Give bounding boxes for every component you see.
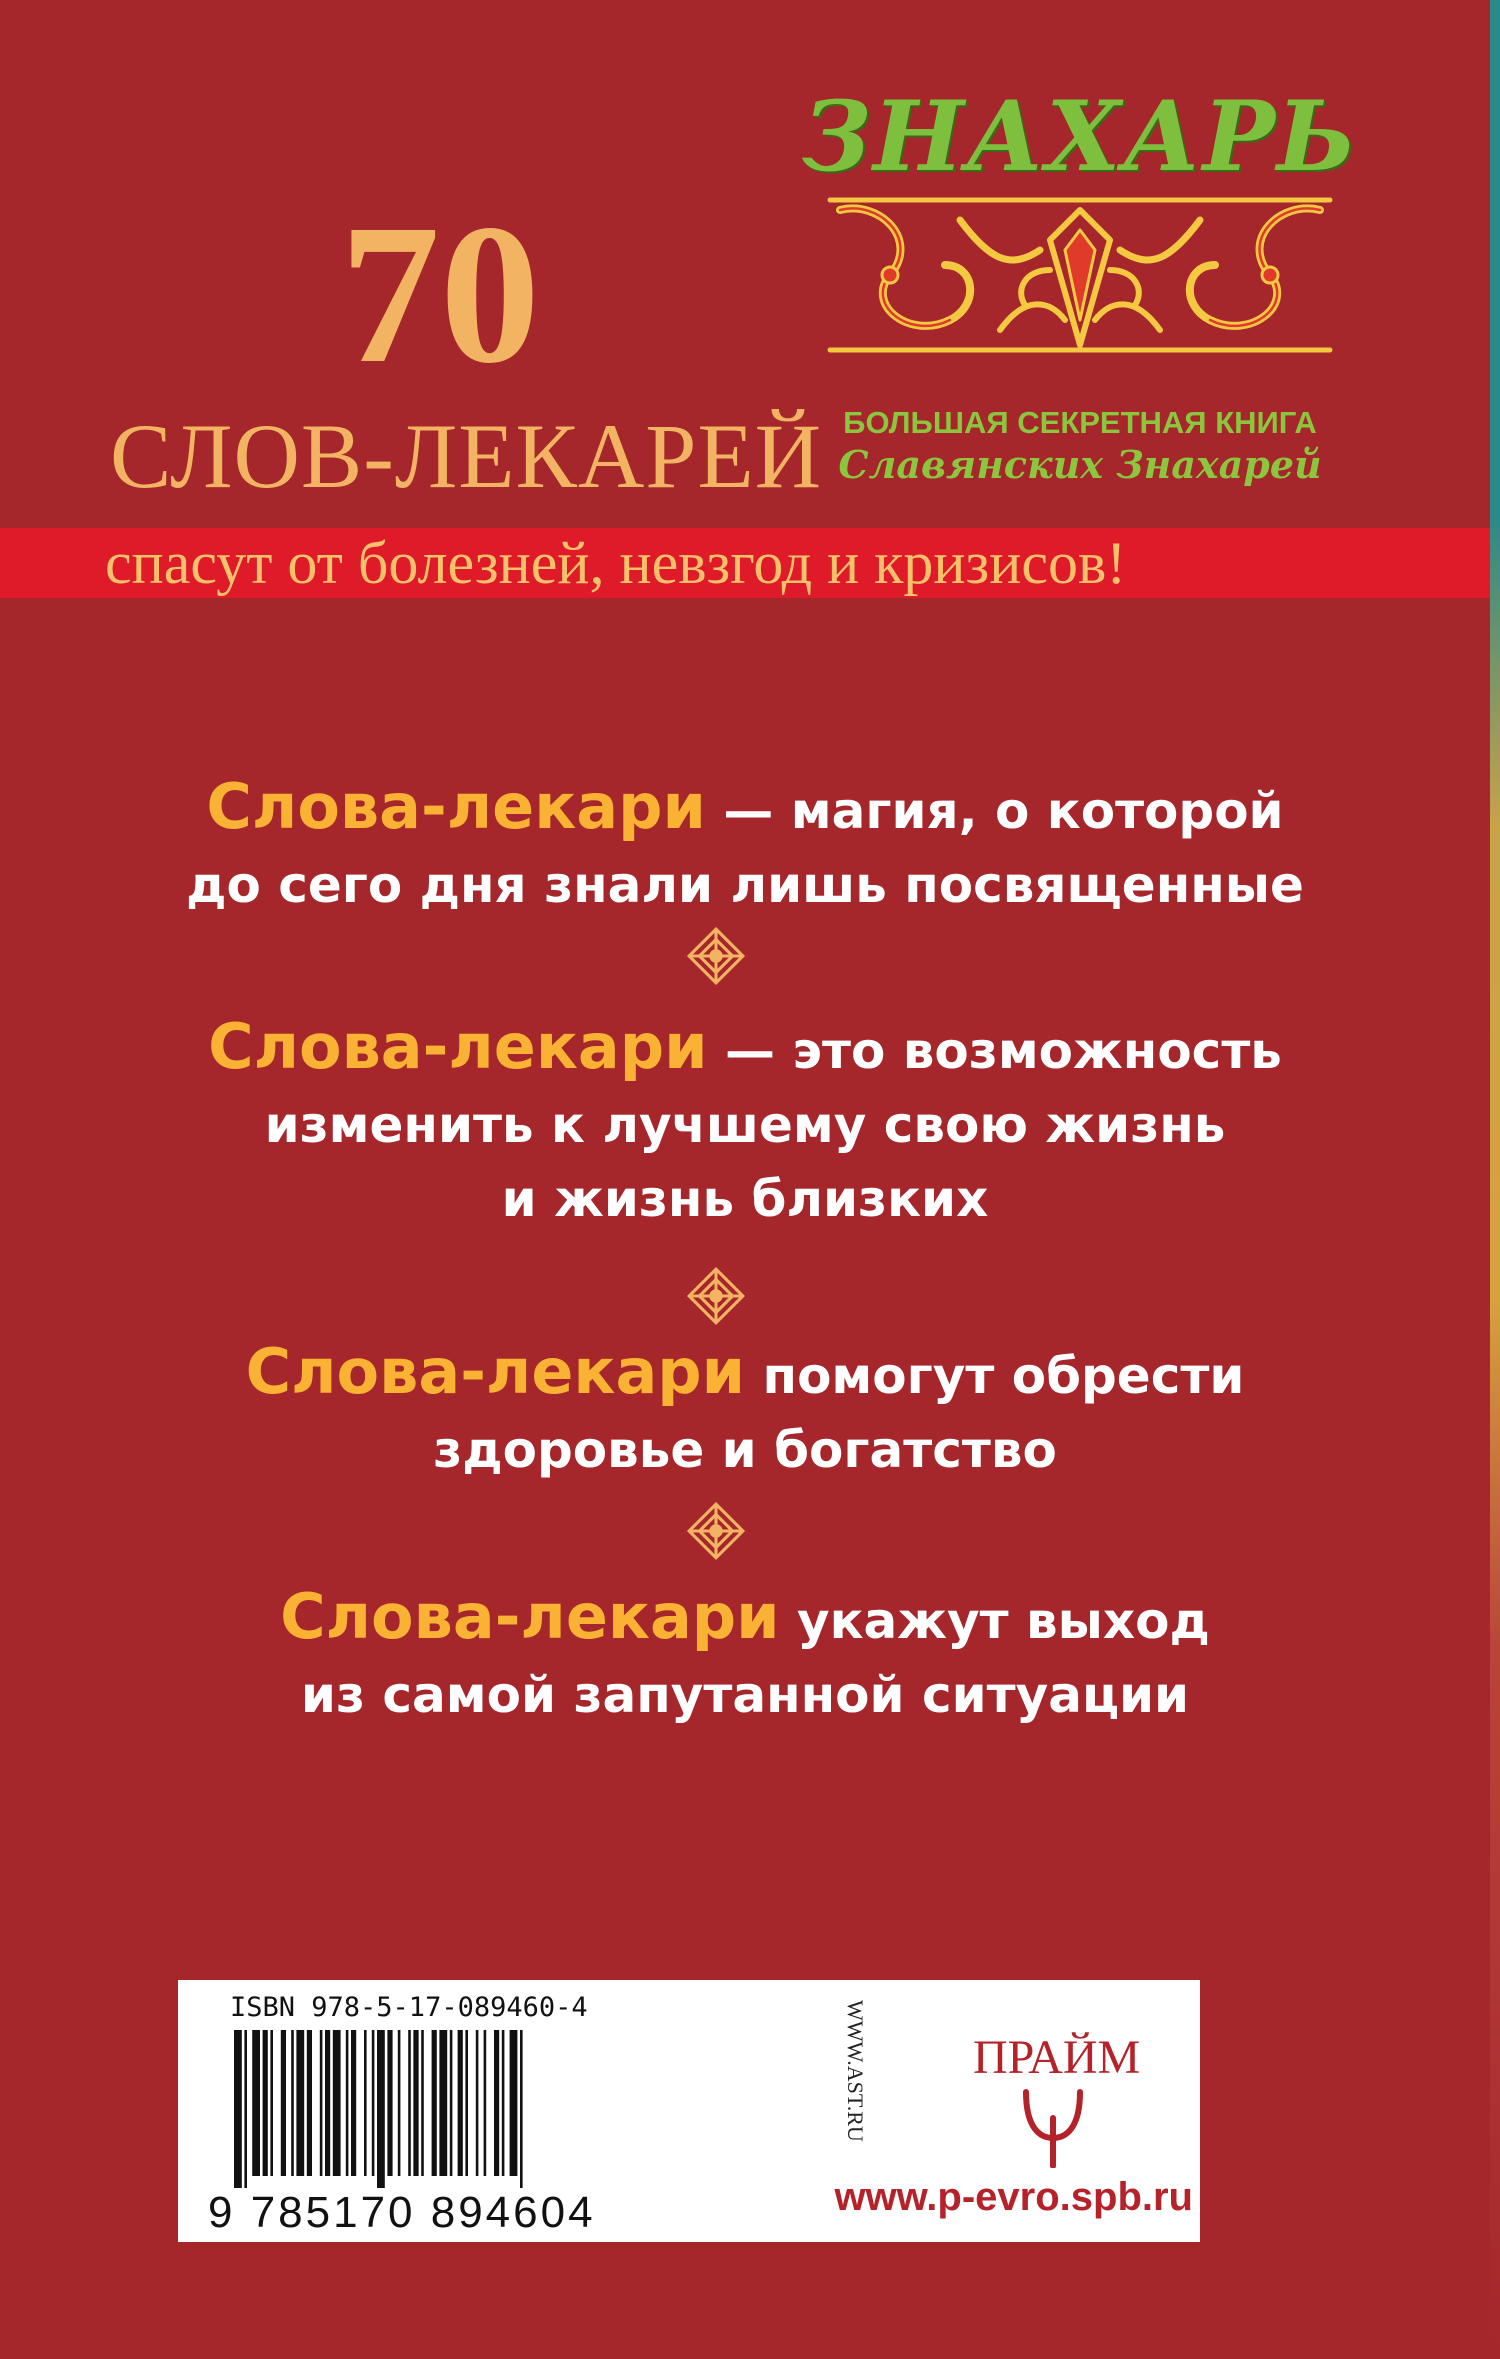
paragraph-line: до сего дня знали лишь посвященные	[186, 856, 1304, 914]
barcode-bar	[307, 2030, 312, 2176]
barcode-bar	[421, 2030, 424, 2176]
paragraph-highlight: Слова-лекари	[208, 1010, 708, 1083]
barcode-bar	[333, 2030, 341, 2176]
paragraph-line: здоровье и богатство	[433, 1421, 1057, 1479]
barcode-bar	[291, 2030, 294, 2176]
barcode-bar	[244, 2030, 247, 2188]
barcode-bar	[450, 2030, 453, 2176]
barcode-bar	[364, 2030, 367, 2176]
barcode-bar	[458, 2030, 463, 2176]
barcode-bar	[351, 2030, 356, 2176]
barcode-bar	[320, 2030, 323, 2176]
publisher-site-vertical: WWW.AST.RU	[843, 2000, 868, 2142]
barcode-bar	[377, 2030, 385, 2188]
barcode-bar	[281, 2030, 286, 2176]
barcode-bar	[346, 2030, 349, 2176]
barcode-bar	[465, 2030, 468, 2176]
barcode-bar	[325, 2030, 330, 2176]
barcode-bar	[252, 2030, 260, 2176]
barcode-bar	[398, 2030, 401, 2176]
barcode-bar	[510, 2030, 518, 2176]
barcode-bar	[413, 2030, 418, 2176]
paragraph-line: — магия, о которой	[705, 782, 1284, 840]
series-title: ЗНАХАРЬ	[801, 80, 1359, 193]
paragraph-line: помогут обрести	[745, 1347, 1245, 1405]
barcode-digits: 9 785170 894604	[208, 2188, 596, 2237]
barcode-bar	[520, 2030, 523, 2188]
paragraph-highlight: Слова-лекари	[206, 770, 706, 843]
paragraph-line: и жизнь близких	[501, 1170, 989, 1228]
paragraph-4	[0, 1580, 1490, 1732]
barcode-bar	[432, 2030, 437, 2176]
series-logo	[800, 80, 1360, 487]
paragraph-line: укажут выход	[779, 1592, 1210, 1650]
paragraph-2	[0, 1010, 1490, 1236]
headline-title: СЛОВ-ЛЕКАРЕЙ	[110, 405, 823, 507]
spine-edge	[1490, 0, 1500, 2359]
barcode-bar	[502, 2030, 505, 2176]
barcode-bar	[270, 2030, 273, 2176]
publisher-logo	[973, 2030, 1141, 2170]
paragraph-line: изменить к лучшему свою жизнь	[264, 1096, 1226, 1154]
barcode-bar	[408, 2030, 411, 2176]
barcode-bar	[439, 2030, 447, 2176]
headline-number: 70	[340, 184, 540, 405]
series-subtitle-line2: Славянских Знахарей	[838, 442, 1322, 487]
paragraph-line: — это возможность	[707, 1022, 1282, 1080]
barcode-panel	[178, 1980, 1200, 2242]
barcode-bar	[234, 2030, 242, 2188]
slavic-ornament-icon	[810, 180, 1350, 370]
barcode-bar	[484, 2030, 487, 2176]
publisher-name: ПРАЙМ	[973, 2031, 1141, 2084]
barcode-bar	[263, 2030, 268, 2176]
paragraph-1	[0, 770, 1490, 922]
barcode-bar	[372, 2030, 375, 2176]
series-subtitle-line1: БОЛЬШАЯ СЕКРЕТНАЯ КНИГА	[843, 405, 1317, 440]
trident-icon	[1018, 2088, 1088, 2168]
barcode-bar	[387, 2030, 392, 2176]
barcode-bar	[296, 2030, 304, 2176]
paragraph-highlight: Слова-лекари	[245, 1335, 746, 1408]
rosette-divider-icon	[685, 1265, 747, 1327]
publisher-url: www.p-evro.spb.ru	[834, 2175, 1193, 2219]
barcode-icon	[230, 2030, 810, 2188]
isbn-label: ISBN 978-5-17-089460-4	[230, 1992, 588, 2023]
rosette-divider-icon	[685, 925, 747, 987]
headline-banner-text: спасут от болезней, невзгод и кризисов!	[105, 530, 1127, 596]
paragraph-3	[0, 1335, 1490, 1487]
barcode-bar	[476, 2030, 479, 2176]
barcode-bar	[494, 2030, 499, 2176]
rosette-divider-icon	[685, 1500, 747, 1562]
paragraph-line: из самой запутанной ситуации	[300, 1666, 1190, 1724]
paragraph-highlight: Слова-лекари	[280, 1580, 780, 1653]
